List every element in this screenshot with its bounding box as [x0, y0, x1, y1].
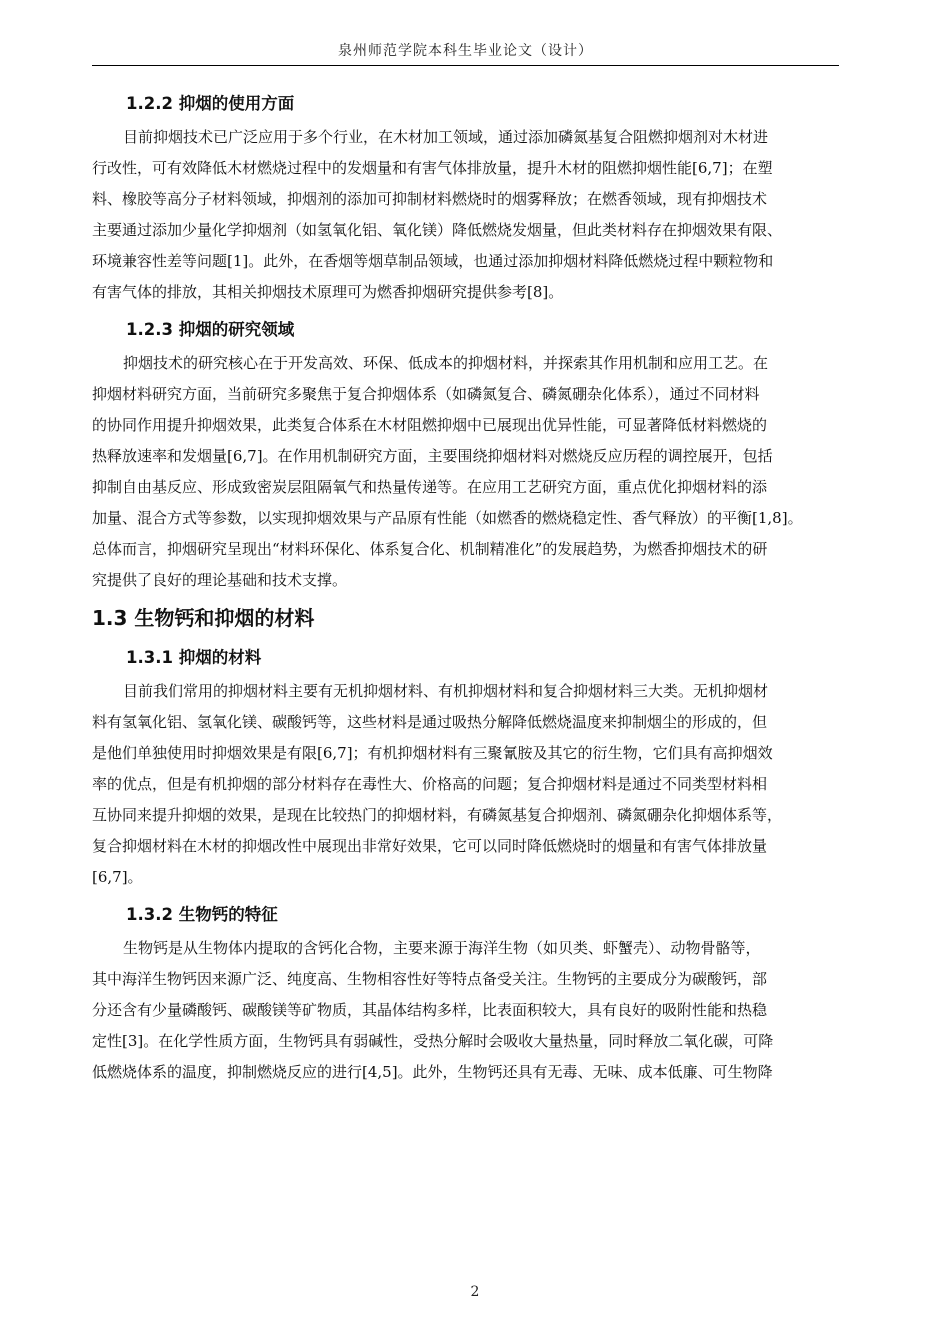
document-body: [92, 86, 839, 1088]
text-line: 互协同来提升抑烟的效果，是现在比较热门的抑烟材料，有磷氮基复合抑烟剂、磷氮硼杂化抑烟体系等，: [92, 806, 783, 824]
text-line: 环境兼容性差等问题[1]。此外，在香烟等烟草制品领域，也通过添加抑烟材料降低燃烧过程中颗粒物和: [92, 252, 774, 270]
header-divider: [92, 65, 839, 66]
text-line: 率的优点，但是有机抑烟的部分材料存在毒性大、价格高的问题；复合抑烟材料是通过不同类型材料相: [92, 775, 768, 793]
text-line: 料、橡胶等高分子材料领域，抑烟剂的添加可抑制材料燃烧时的烟雾释放；在燃香领域，现有抑烟技术: [92, 190, 768, 208]
paragraph-1-2-3: [92, 348, 839, 596]
text-line: 是他们单独使用时抑烟效果是有限[6,7]；有机抑烟材料有三聚氰胺及其它的衍生物，它们具有高抑烟效: [92, 744, 773, 762]
text-line: 的协同作用提升抑烟效果，此类复合体系在木材阻燃抑烟中已展现出优异性能，可显著降低材料燃烧的: [92, 416, 768, 434]
section-heading-1-2-3: 1.2.3 抑烟的研究领域: [126, 320, 295, 339]
section-heading-1-3-1: 1.3.1 抑烟的材料: [126, 648, 262, 667]
text-line: 其中海洋生物钙因来源广泛、纯度高、生物相容性好等特点备受关注。生物钙的主要成分为碳酸钙，部: [92, 970, 768, 988]
text-line: [6,7]。: [92, 868, 143, 886]
page-number: 2: [470, 1284, 480, 1300]
text-line: 分还含有少量磷酸钙、碳酸镁等矿物质，其晶体结构多样，比表面积较大，具有良好的吸附性能和热稳: [92, 1001, 768, 1019]
section-heading-1-3-2: 1.3.2 生物钙的特征: [126, 905, 278, 924]
text-line: 主要通过添加少量化学抑烟剂（如氢氧化铝、氧化镁）降低燃烧发烟量，但此类材料存在抑烟效果有限、: [92, 221, 783, 239]
paragraph-1-2-2: [92, 122, 839, 308]
text-line: 目前我们常用的抑烟材料主要有无机抑烟材料、有机抑烟材料和复合抑烟材料三大类。无机抑烟材: [123, 682, 769, 700]
text-line: 有害气体的排放，其相关抑烟技术原理可为燃香抑烟研究提供参考[8]。: [92, 283, 564, 301]
text-line: 抑烟技术的研究核心在于开发高效、环保、低成本的抑烟材料，并探索其作用机制和应用工艺。在: [123, 354, 769, 372]
section-heading-1-2-2: 1.2.2 抑烟的使用方面: [126, 94, 295, 113]
text-line: 复合抑烟材料在木材的抑烟改性中展现出非常好效果，它可以同时降低燃烧时的烟量和有害气体排放量: [92, 837, 768, 855]
text-line: 究提供了良好的理论基础和技术支撑。: [92, 571, 348, 589]
text-line: 料有氢氧化铝、氢氧化镁、碳酸钙等，这些材料是通过吸热分解降低燃烧温度来抑制烟尘的形成的，但: [92, 713, 768, 731]
text-line: 抑烟材料研究方面，当前研究多聚焦于复合抑烟体系（如磷氮复合、磷氮硼杂化体系），通过不同材料: [92, 385, 760, 403]
page-header-title: 泉州师范学院本科生毕业论文（设计）: [338, 43, 593, 59]
text-line: 加量、混合方式等参数，以实现抑烟效果与产品原有性能（如燃香的燃烧稳定性、香气释放）的平衡[1,8]。: [92, 509, 803, 527]
section-heading-1-3: 1.3 生物钙和抑烟的材料: [92, 606, 315, 630]
paragraph-1-3-2: [92, 933, 839, 1088]
text-line: 热释放速率和发烟量[6,7]。在作用机制研究方面，主要围绕抑烟材料对燃烧反应历程的调控展开，包括: [92, 447, 773, 465]
text-line: 目前抑烟技术已广泛应用于多个行业，在木材加工领域，通过添加磷氮基复合阻燃抑烟剂对木材进: [123, 128, 769, 146]
text-line: 抑制自由基反应、形成致密炭层阻隔氧气和热量传递等。在应用工艺研究方面，重点优化抑烟材料的添: [92, 478, 768, 496]
text-line: 定性[3]。在化学性质方面，生物钙具有弱碱性，受热分解时会吸收大量热量，同时释放二氧化碳，可降: [92, 1032, 774, 1050]
text-line: 行改性，可有效降低木材燃烧过程中的发烟量和有害气体排放量，提升木材的阻燃抑烟性能[6,7]；在塑: [92, 159, 773, 177]
text-line: 低燃烧体系的温度，抑制燃烧反应的进行[4,5]。此外，生物钙还具有无毒、无味、成本低廉、可生物降: [92, 1063, 773, 1081]
text-line: 生物钙是从生物体内提取的含钙化合物，主要来源于海洋生物（如贝类、虾蟹壳）、动物骨骼等，: [123, 939, 761, 957]
paragraph-1-3-1: [92, 676, 839, 893]
text-line: 总体而言，抑烟研究呈现出“材料环保化、体系复合化、机制精准化”的发展趋势，为燃香抑烟技术的研: [92, 540, 768, 558]
